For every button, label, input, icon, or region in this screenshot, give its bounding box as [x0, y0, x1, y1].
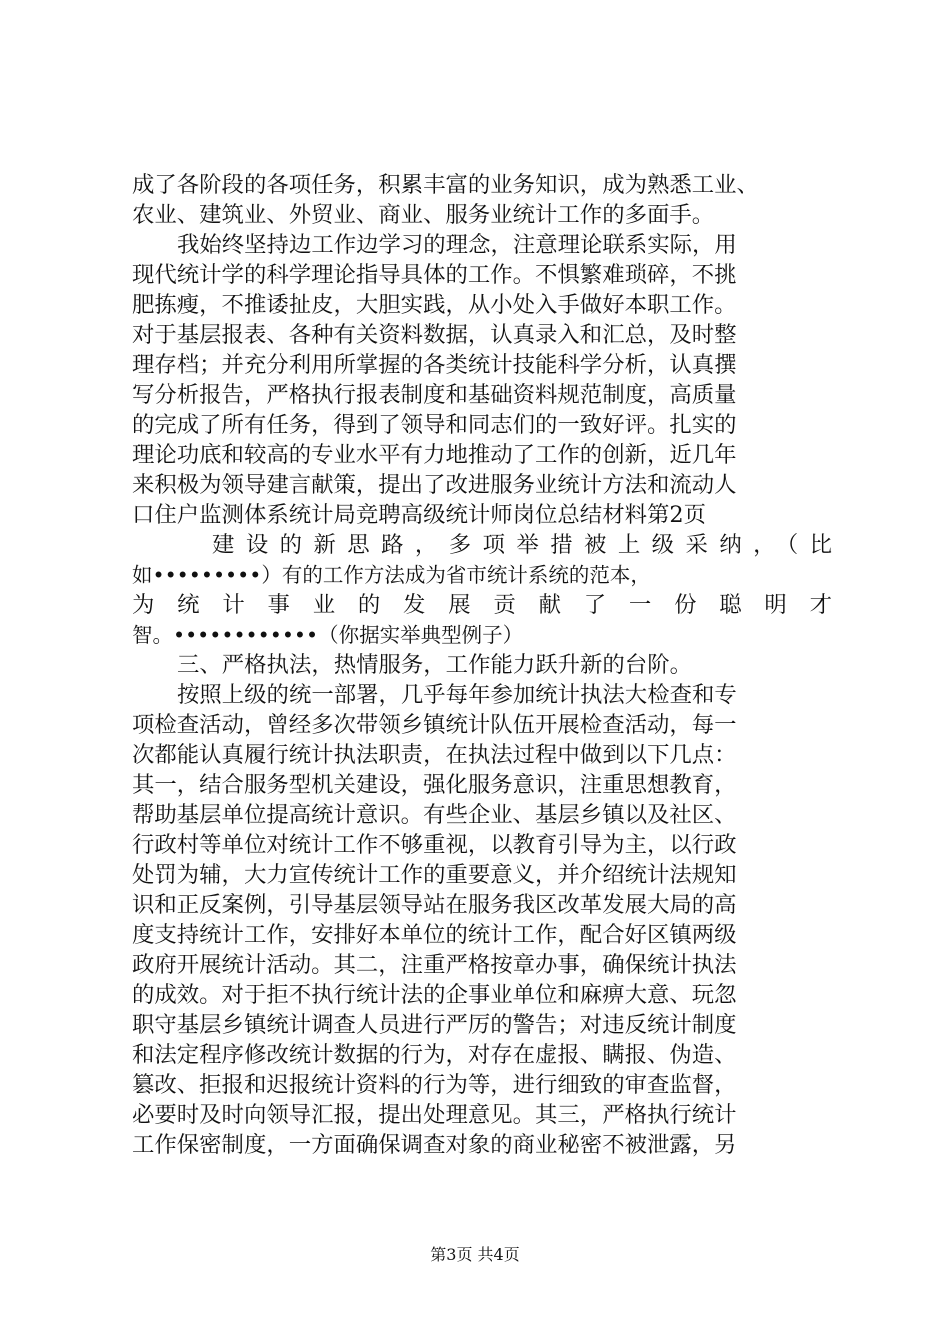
- text-line: 职守基层乡镇统计调查人员进行严厉的警告；对违反统计制度: [132, 1012, 737, 1038]
- text-line: 其一，结合服务型机关建设，强化服务意识，注重思想教育，: [132, 772, 737, 798]
- text-line: 对于基层报表、各种有关资料数据，认真录入和汇总，及时整: [132, 322, 737, 348]
- document-body: [132, 170, 832, 1160]
- text-line: 理论功底和较高的专业水平有力地推动了工作的创新，近几年: [132, 442, 737, 468]
- text-line: 来积极为领导建言献策，提出了改进服务业统计方法和流动人: [132, 472, 737, 498]
- paragraph-start-line: 按照上级的统一部署，几乎每年参加统计执法大检查和专: [177, 682, 737, 708]
- text-line: 成了各阶段的各项任务，积累丰富的业务知识，成为熟悉工业、: [132, 172, 759, 198]
- text-line: 的成效。对于拒不执行统计法的企事业单位和麻痹大意、玩忽: [132, 982, 737, 1008]
- section-heading: 三、严格执法，热情服务，工作能力跃升新的台阶。: [177, 652, 692, 678]
- text-line: 的完成了所有任务，得到了领导和同志们的一致好评。扎实的: [132, 412, 737, 438]
- text-line: 工作保密制度，一方面确保调查对象的商业秘密不被泄露，另: [132, 1132, 737, 1158]
- text-line: 识和正反案例，引导基层领导站在服务我区改革发展大局的高: [132, 892, 737, 918]
- text-line: 度支持统计工作，安排好本单位的统计工作，配合好区镇两级: [132, 922, 737, 948]
- text-line: 理存档；并充分利用所掌握的各类统计技能科学分析，认真撰: [132, 352, 737, 378]
- text-line: 现代统计学的科学理论指导具体的工作。不惧繁难琐碎，不挑: [132, 262, 737, 288]
- text-line: 必要时及时向领导汇报，提出处理意见。其三，严格执行统计: [132, 1102, 737, 1128]
- paragraph-start-line: 我始终坚持边工作边学习的理念，注意理论联系实际，用: [177, 232, 737, 258]
- text-line: 处罚为辅，大力宣传统计工作的重要意义，并介绍统计法规知: [132, 862, 737, 888]
- text-line: 和法定程序修改统计数据的行为，对存在虚报、瞒报、伪造、: [132, 1042, 737, 1068]
- text-line: 如•••••••••）有的工作方法成为省市统计系统的范本，: [132, 563, 651, 587]
- text-line: 农业、建筑业、外贸业、商业、服务业统计工作的多面手。: [132, 202, 715, 228]
- text-line: 帮助基层单位提高统计意识。有些企业、基层乡镇以及社区、: [132, 802, 737, 828]
- text-line: 为统计事业的发展贡献了一份聪明才: [132, 592, 832, 618]
- text-line: 项检查活动，曾经多次带领乡镇统计队伍开展检查活动，每一: [132, 712, 737, 738]
- text-line: 写分析报告，严格执行报表制度和基础资料规范制度，高质量: [132, 382, 737, 408]
- text-line: 智。••••••••••••（你据实举典型例子）: [132, 623, 524, 647]
- paragraph-start-line: 建设的新思路，多项举措被上级采纳，（比: [212, 532, 832, 558]
- text-line: 篡改、拒报和迟报统计资料的行为等，进行细致的审查监督，: [132, 1072, 737, 1098]
- page-footer: 第3页 共4页: [430, 1245, 520, 1264]
- text-line: 政府开展统计活动。其二，注重严格按章办事，确保统计执法: [132, 952, 737, 978]
- text-line: 口住户监测体系统计局竞聘高级统计师岗位总结材料第2页: [132, 502, 707, 528]
- text-line: 次都能认真履行统计执法职责，在执法过程中做到以下几点：: [132, 742, 737, 768]
- text-line: 肥拣瘦，不推诿扯皮，大胆实践，从小处入手做好本职工作。: [132, 292, 737, 318]
- text-line: 行政村等单位对统计工作不够重视，以教育引导为主，以行政: [132, 832, 737, 858]
